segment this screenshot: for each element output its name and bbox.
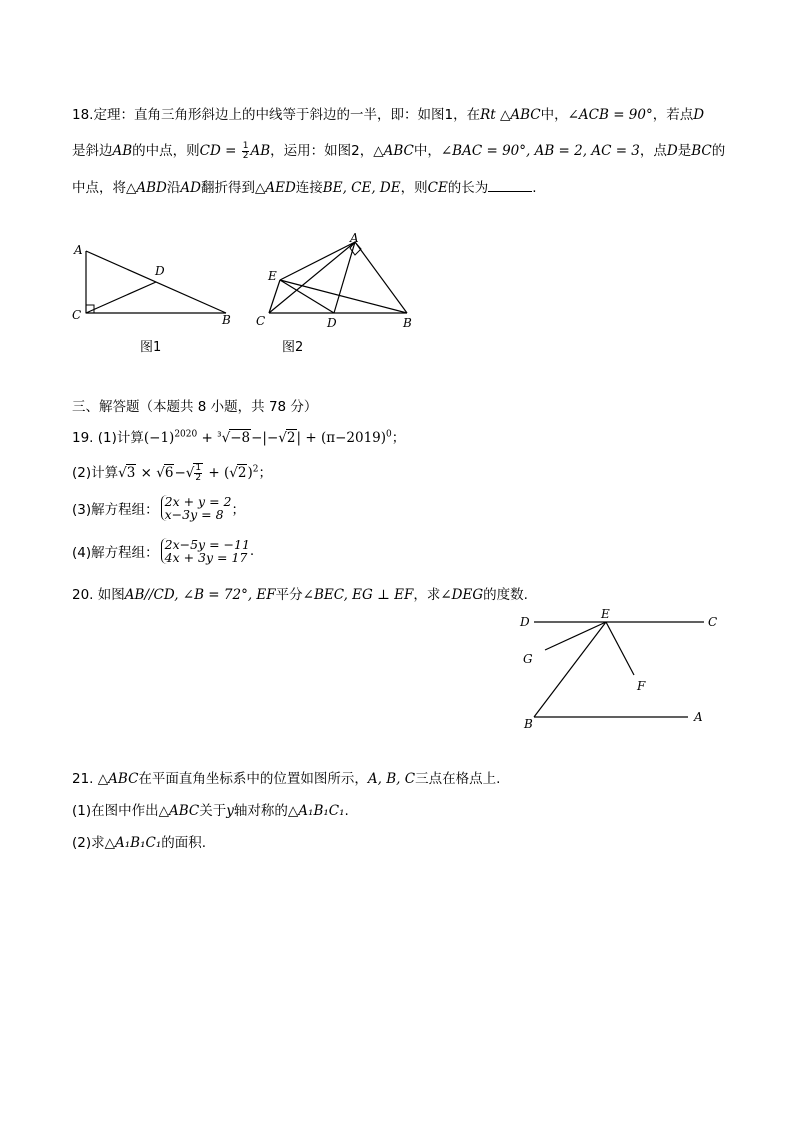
label-b: B <box>403 316 412 330</box>
sqrt-icon: √ <box>229 465 238 481</box>
label-b: B <box>524 717 533 731</box>
segment-eb <box>280 280 407 313</box>
q19-part-4: (4)解方程组： 2x−5y = −11 4x + 3y = 17 . <box>72 537 255 565</box>
label-a: A <box>694 710 703 724</box>
section-title: 三、解答题（本题共 8 小题，共 78 分） <box>72 399 318 415</box>
label-a: A <box>74 243 83 257</box>
answer-blank[interactable] <box>488 179 532 192</box>
equation-system: 2x + y = 2 x−3y = 8 <box>161 495 232 521</box>
figure-1-right-triangle <box>66 236 246 332</box>
segment-cd <box>86 282 156 313</box>
label-f: F <box>637 679 646 693</box>
label-g: G <box>523 652 533 666</box>
label-c: C <box>708 615 718 629</box>
segment-ac <box>269 242 355 313</box>
equation-system: 2x−5y = −11 4x + 3y = 17 <box>161 538 250 564</box>
label-c: C <box>72 308 82 322</box>
q20-text: 20. 如图AB//CD, ∠B = 72°, EF平分∠BEC, EG ⊥ EF，求∠DEG的度数. <box>72 587 528 603</box>
figure-parallel-lines <box>512 604 724 734</box>
label-b: B <box>222 313 231 327</box>
q18-line-3: 中点，将△ABD沿AD翻折得到△AED连接BE, CE, DE，则CE的长为 . <box>72 180 537 196</box>
q21-line-3: (2)求△A₁B₁C₁的面积. <box>72 835 207 851</box>
q19-part-2: (2)计算√3 × √6−√ $\frac{1}{2}$ + $(√2)^2$； <box>72 463 272 483</box>
figure-1-caption: 图1 <box>140 340 162 355</box>
segment-ab <box>355 242 407 313</box>
segment-eg <box>545 622 606 650</box>
segment-ef <box>606 622 634 675</box>
q21-line-2: (1)在图中作出△ABC关于y轴对称的△A₁B₁C₁. <box>72 803 349 819</box>
figure-2-caption: 图2 <box>282 340 304 355</box>
q18-line-2: 是斜边AB的中点，则CD = $\frac{1}{2}$ AB，运用：如图2，△ABC中，∠BAC = 90°, AB = 2, AC = 3，点D是BC的 <box>72 140 726 161</box>
label-d: D <box>520 615 530 629</box>
sqrt-icon: √ <box>118 465 127 481</box>
label-e: E <box>601 607 610 621</box>
label-d: D <box>327 316 337 330</box>
sqrt-icon: √ <box>185 465 195 481</box>
label-c: C <box>256 314 266 328</box>
segment-ae <box>280 242 355 280</box>
q18-line-1: 18.定理：直角三角形斜边上的中线等于斜边的一半，即：如图1，在Rt △ABC中，∠ACB = 90°，若点D <box>72 107 705 123</box>
label-a: A <box>350 231 359 245</box>
sqrt-icon: √ <box>278 430 287 446</box>
figure-2-folded-triangle <box>250 228 425 332</box>
fraction-one-half: $\frac{1}{2}$ <box>242 140 249 161</box>
label-e: E <box>268 269 277 283</box>
label-d: D <box>155 264 165 278</box>
sqrt-icon: √ <box>221 430 231 446</box>
sqrt-icon: √ <box>156 465 165 481</box>
segment-ad <box>334 242 355 313</box>
q21-line-1: 21. △ABC在平面直角坐标系中的位置如图所示，A, B, C三点在格点上. <box>72 771 501 787</box>
q19-part-1: 19. (1)计算$(-1)^{2020} + ^3√-8-|-√2| + (\pi-2019)^0$； <box>72 429 406 446</box>
q19-part-3: (3)解方程组： 2x + y = 2 x−3y = 8 ； <box>72 494 245 522</box>
segment-eb <box>534 622 606 717</box>
fraction-one-half: $\frac{1}{2}$ <box>195 463 202 483</box>
